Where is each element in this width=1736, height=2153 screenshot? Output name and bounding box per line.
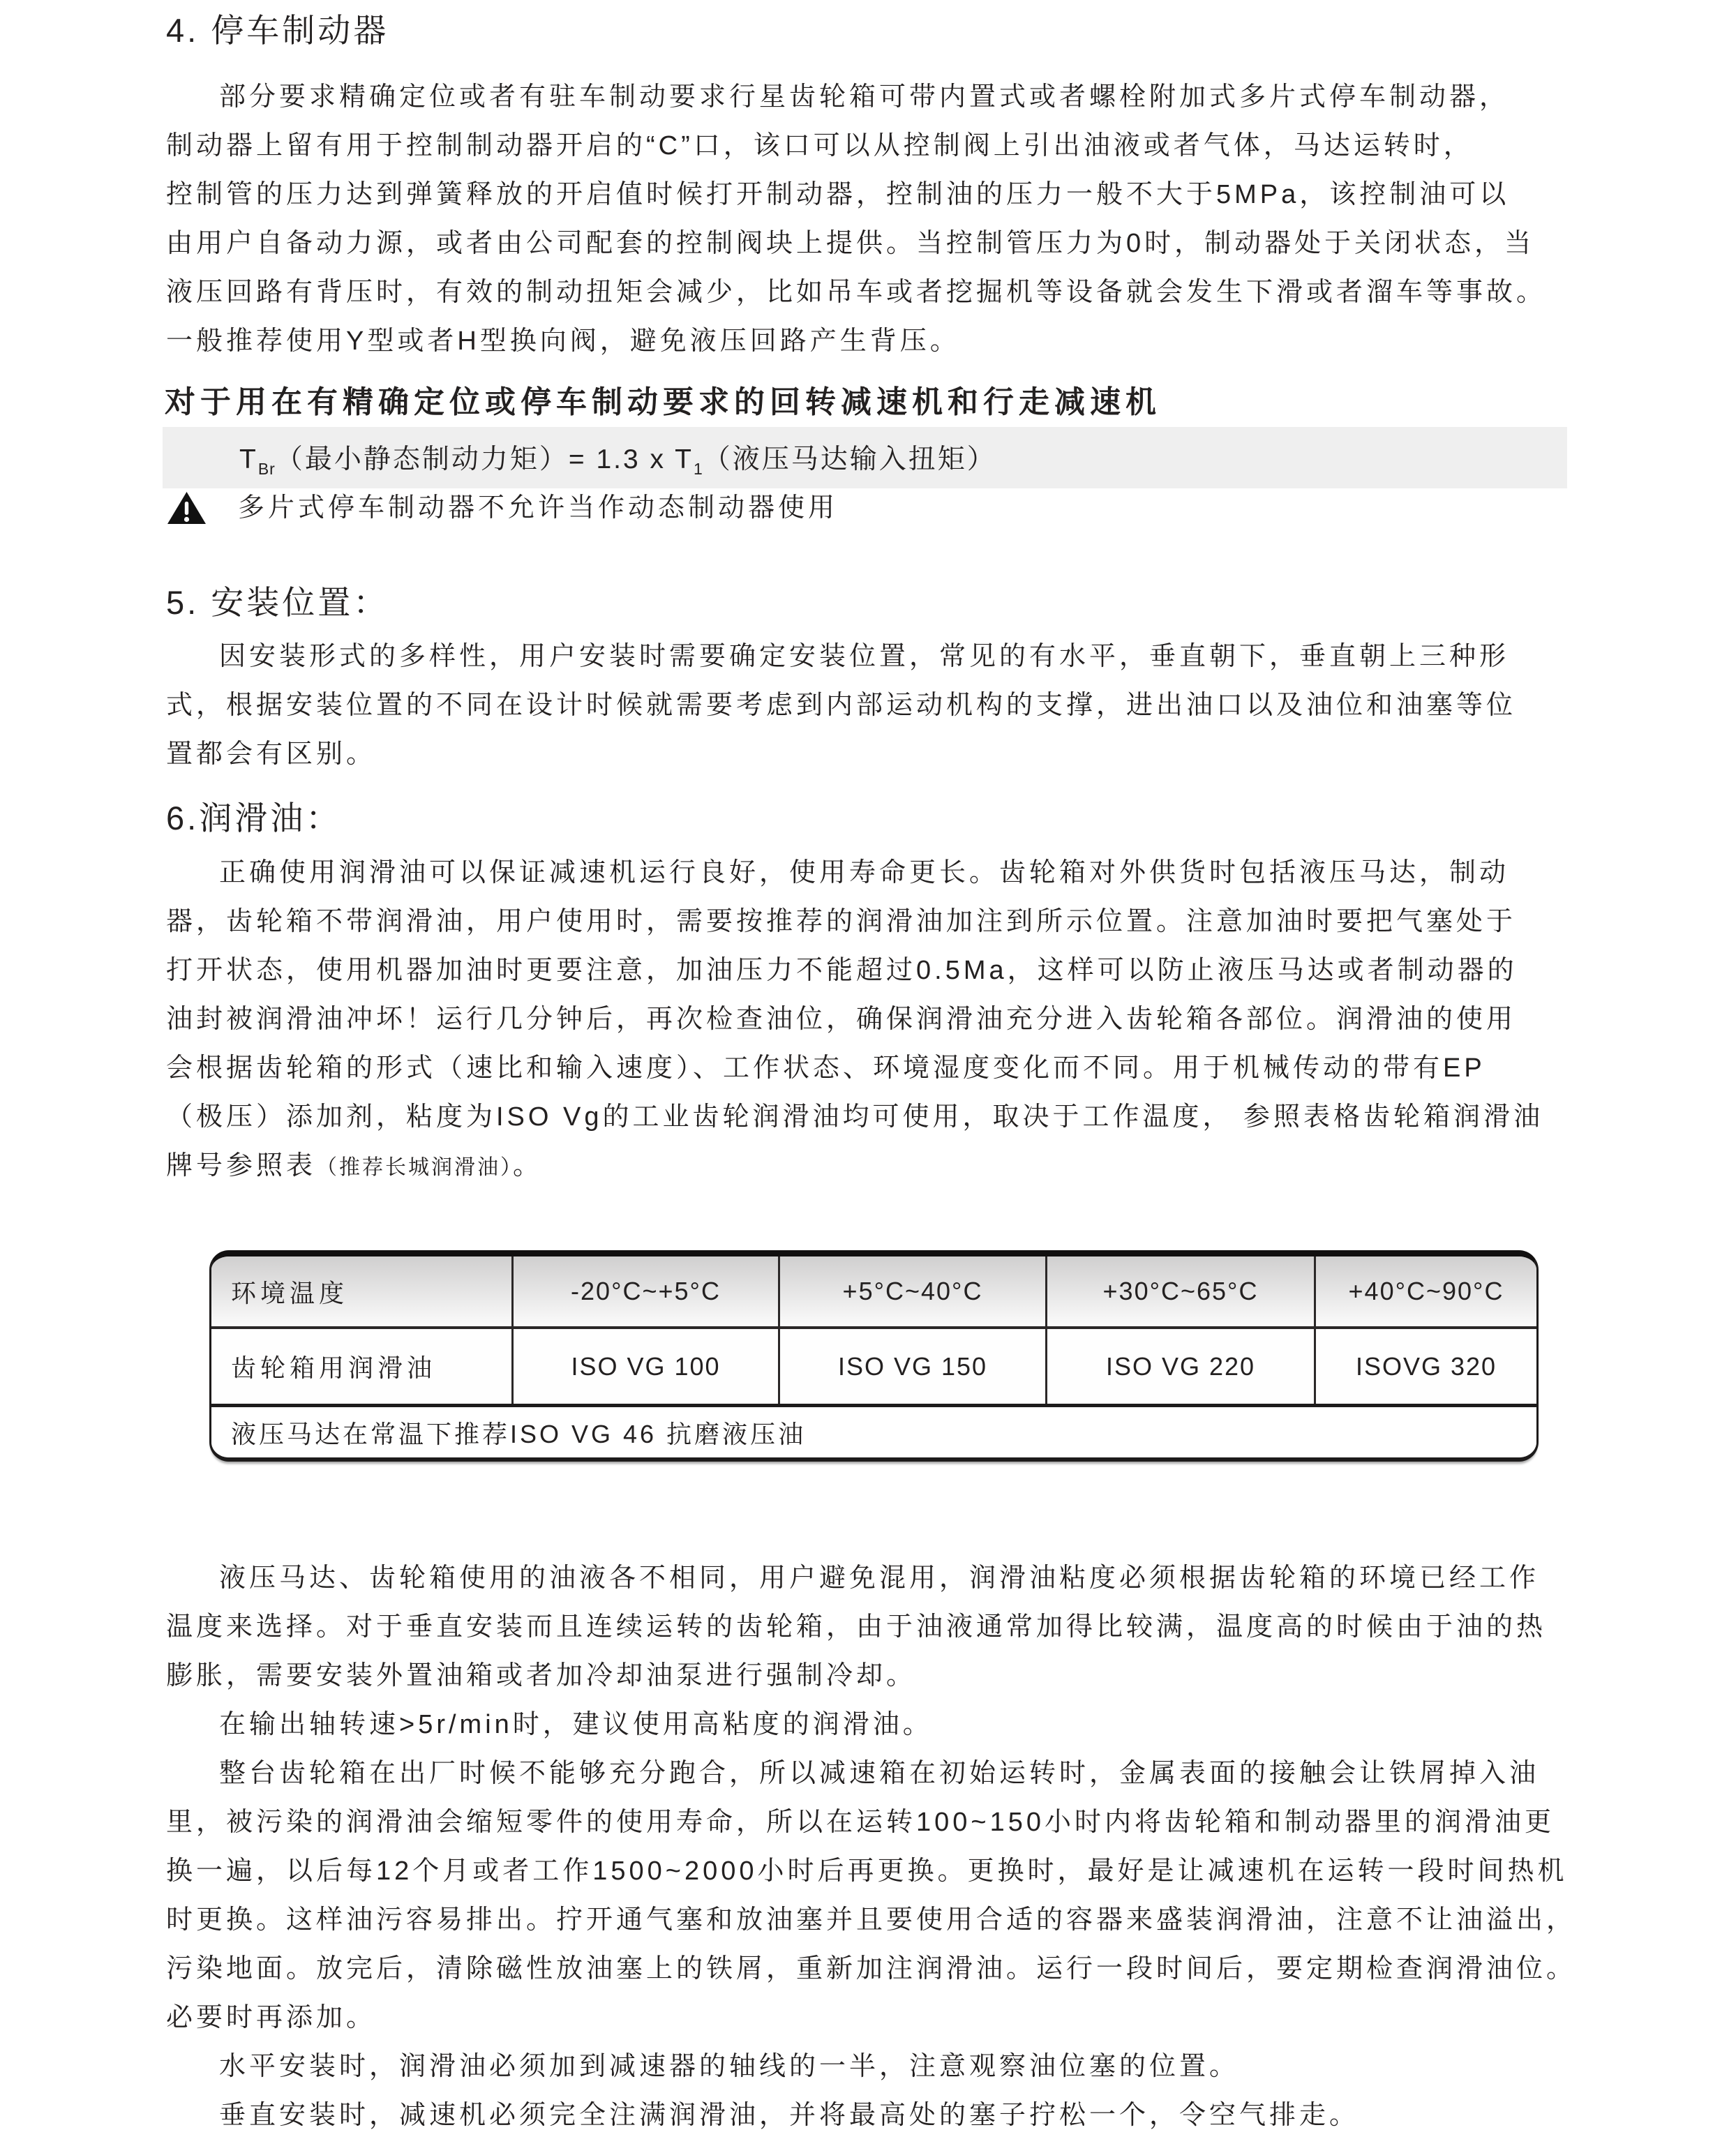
paragraph-line: 部分要求精确定位或者有驻车制动要求行星齿轮箱可带内置式或者螺栓附加式多片式停车制动器，: [219, 82, 1510, 112]
table-header-cell: +40°C~90°C: [1348, 1277, 1504, 1305]
paragraph-line: 污染地面。放完后，清除磁性放油塞上的铁屑，重新加注润滑油。运行一段时间后，要定期检查润滑油位。: [166, 1954, 1577, 1983]
paragraph-line: 因安装形式的多样性，用户安装时需要确定安装位置，常见的有水平，垂直朝下，垂直朝上三种形: [219, 642, 1510, 671]
table-footer-note: 液压马达在常温下推荐ISO VG 46 抗磨液压油: [211, 1407, 1536, 1457]
line-text: 。: [513, 1151, 544, 1180]
paragraph-line: 控制管的压力达到弹簧释放的开启值时候打开制动器，控制油的压力一般不大于5MPa，该控制油可以: [166, 180, 1510, 209]
table-header-row: [211, 1256, 1536, 1329]
paragraph-line: 置都会有区别。: [166, 740, 377, 769]
paragraph-line: 必要时再添加。: [166, 2003, 377, 2032]
paragraph-line: 膨胀，需要安装外置油箱或者加冷却油泵进行强制冷却。: [166, 1661, 917, 1690]
table-header-cell: 环境温度: [211, 1256, 514, 1326]
formula-body: （最小静态制动力矩）= 1.3 x T: [275, 444, 694, 474]
paragraph-line: 正确使用润滑油可以保证减速机运行良好，使用寿命更长。齿轮箱对外供货时包括液压马达，制动: [219, 858, 1510, 887]
table-cell: ISO VG 220: [1047, 1329, 1316, 1404]
oil-change-paragraph: [166, 1749, 1631, 1944]
warning-text: 多片式停车制动器不允许当作动态制动器使用: [238, 493, 839, 523]
paragraph-line: 换一遍，以后每12个月或者工作1500~2000小时后再更换。更换时，最好是让减速机在运转一段时间热机: [166, 1856, 1568, 1886]
formula-highlight-bar: [163, 427, 1567, 488]
section5-heading: 5. 安装位置：: [166, 584, 389, 621]
paragraph-line: 温度来选择。对于垂直安装而且连续运转的齿轮箱，由于油液通常加得比较满，温度高的时候由于油的热: [166, 1612, 1547, 1642]
warning-note: [167, 488, 838, 527]
paragraph-line: 里，被污染的润滑油会缩短零件的使用寿命，所以在运转100~150小时内将齿轮箱和制动器里的润滑油更: [166, 1808, 1555, 1837]
paragraph-line: 垂直安装时，减速机必须完全注满润滑油，并将最高处的塞子拧松一个，令空气排走。: [219, 2101, 1360, 2130]
oil-level-paragraph: [166, 1944, 1631, 2140]
paragraph-line: 由用户自备动力源，或者由公司配套的控制阀块上提供。当控制管压力为0时，制动器处于关闭状态，当: [166, 229, 1535, 258]
paragraph-line: 会根据齿轮箱的形式（速比和输入速度）、工作状态、环境湿度变化而不同。用于机械传动的带有EP: [166, 1053, 1486, 1083]
formula-subscript: Br: [257, 459, 276, 478]
table-cell: ISO VG 100: [514, 1329, 780, 1404]
paragraph-line: 时更换。这样油污容易排出。拧开通气塞和放油塞并且要使用合适的容器来盛装润滑油，注意不让油溢出，: [166, 1905, 1577, 1935]
paragraph-line: 在输出轴转速>5r/min时，建议使用高粘度的润滑油。: [219, 1710, 933, 1739]
paragraph-line: 制动器上留有用于控制制动器开启的“C”口，该口可以从控制阀上引出油液或者气体，马达运转时，: [166, 131, 1474, 160]
line-text-small: （推荐长城润滑油）: [316, 1156, 514, 1179]
table-cell: ISOVG 320: [1355, 1351, 1497, 1381]
paragraph-line: 整台齿轮箱在出厂时候不能够充分跑合，所以减速箱在初始运转时，金属表面的接触会让铁屑掉入油: [219, 1759, 1540, 1788]
paragraph-line: 液压回路有背压时，有效的制动扭矩会减少，比如吊车或者挖掘机等设备就会发生下滑或者溜车等事故。: [166, 278, 1547, 307]
paragraph-line: 一般推荐使用Y型或者H型换向阀，避免液压回路产生背压。: [166, 327, 960, 356]
formula-tail: （液压马达输入扭矩）: [703, 444, 996, 474]
table-cell: 齿轮箱用润滑油: [211, 1329, 514, 1404]
table-cell: ISO VG 150: [780, 1329, 1047, 1404]
paragraph-line: 液压马达、齿轮箱使用的油液各不相同，用户避免混用，润滑油粘度必须根据齿轮箱的环境已经工作: [219, 1563, 1540, 1593]
table-header-cell: +30°C~65°C: [1047, 1256, 1316, 1326]
paragraph-line: 水平安装时，润滑油必须加到减速器的轴线的一半，注意观察油位塞的位置。: [219, 2052, 1240, 2081]
paragraph-line: 打开状态，使用机器加油时更要注意，加油压力不能超过0.5Ma，这样可以防止液压马达或者制动器的: [166, 956, 1518, 985]
brake-torque-formula: [163, 437, 996, 479]
formula-subscript: 1: [693, 459, 703, 478]
paragraph-line: （极压）添加剂，粘度为ISO Vg的工业齿轮润滑油均可使用，取决于工作温度， 参照表格齿轮箱润滑油: [166, 1102, 1544, 1132]
line-text: 牌号参照表: [166, 1151, 317, 1180]
section4-subheading: 对于用在有精确定位或停车制动要求的回转减速机和行走减速机: [165, 385, 1161, 419]
section6-paragraph: [166, 848, 1631, 1190]
table-header-cell: -20°C~+5°C: [514, 1256, 780, 1326]
section6-heading: 6.润滑油：: [166, 800, 342, 837]
paragraph-line: [166, 1141, 1631, 1190]
formula-symbol: T: [239, 444, 258, 474]
oil-selection-paragraph: [166, 1554, 1631, 1749]
lubricant-table: [209, 1250, 1539, 1462]
paragraph-line: 油封被润滑油冲坏！运行几分钟后，再次检查油位，确保润滑油充分进入齿轮箱各部位。润滑油的使用: [166, 1005, 1517, 1034]
warning-icon: [167, 491, 206, 525]
paragraph-line: 式，根据安装位置的不同在设计时候就需要考虑到内部运动机构的支撑，进出油口以及油位和油塞等位: [166, 691, 1517, 720]
paragraph-line: 器，齿轮箱不带润滑油，用户使用时，需要按推荐的润滑油加注到所示位置。注意加油时要把气塞处于: [166, 907, 1517, 936]
table-row: [211, 1329, 1536, 1407]
section4-paragraph: [166, 73, 1631, 366]
section4-heading: 4. 停车制动器: [166, 12, 389, 49]
table-header-cell: +5°C~40°C: [780, 1256, 1047, 1326]
section5-paragraph: [166, 632, 1631, 779]
